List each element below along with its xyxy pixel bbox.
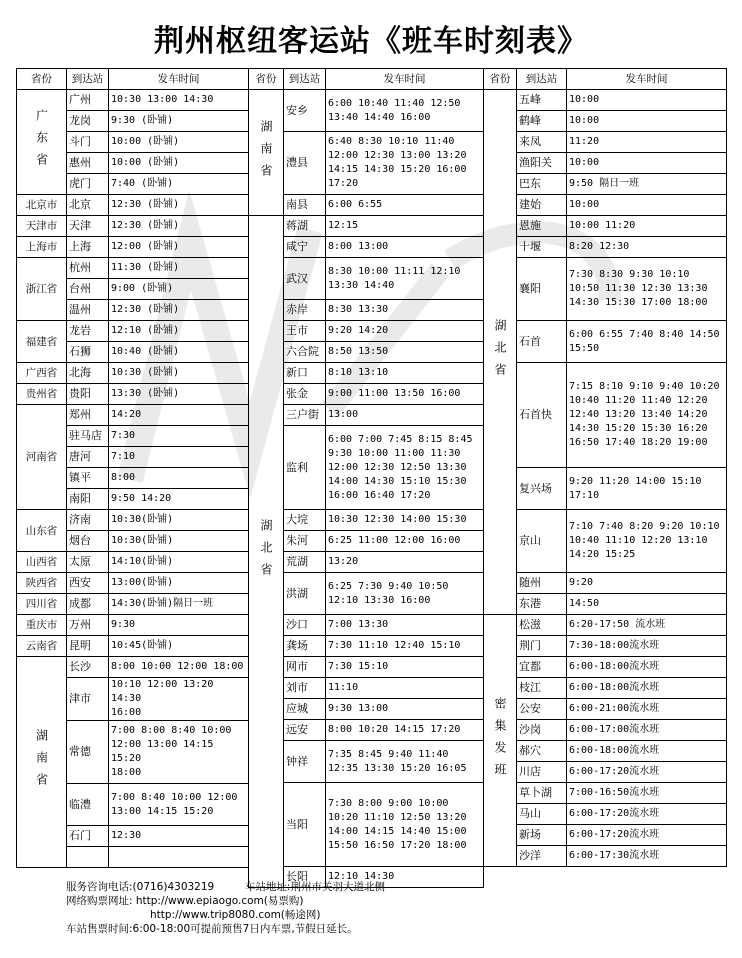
- province-cell: 四川省: [17, 594, 67, 615]
- destination-cell: 东港: [517, 594, 567, 615]
- destination-cell: 成都: [67, 594, 109, 615]
- province-cell: 福建省: [17, 321, 67, 363]
- destination-cell: 荒湖: [284, 552, 326, 573]
- departure-time-cell: 9:50 14:20: [109, 489, 249, 510]
- destination-cell: 龚场: [284, 636, 326, 657]
- table-row: [249, 720, 484, 741]
- departure-time-cell: 7:00 8:40 10:00 12:00 13:00 14:15 15:20: [109, 784, 249, 826]
- table-row: [249, 90, 484, 132]
- table-row: [484, 321, 727, 363]
- destination-cell: 马山: [517, 804, 567, 825]
- departure-time-cell: 10:00: [567, 90, 727, 111]
- province-cell: [17, 90, 67, 195]
- departure-time-cell: 8:20 12:30: [567, 237, 727, 258]
- departure-time-cell: 6:00-18:00流水班: [567, 741, 727, 762]
- destination-cell: 襄阳: [517, 258, 567, 321]
- destination-cell: 石狮: [67, 342, 109, 363]
- departure-time-cell: 10:00 (卧铺): [109, 153, 249, 174]
- province-label: 湖北省: [493, 319, 507, 385]
- departure-time-cell: 8:50 13:50: [326, 342, 484, 363]
- header-destination: 到达站: [284, 69, 326, 90]
- destination-cell: 龙岩: [67, 321, 109, 342]
- province-cell: [17, 657, 67, 868]
- table-row: [17, 615, 249, 636]
- departure-time-cell: 9:30 13:00: [326, 699, 484, 720]
- table-row: [484, 132, 727, 153]
- schedule-column-3: [483, 68, 727, 867]
- table-row: [249, 615, 484, 636]
- table-row: [484, 783, 727, 804]
- destination-cell: 北京: [67, 195, 109, 216]
- table-row: [249, 657, 484, 678]
- destination-cell: 大垸: [284, 510, 326, 531]
- destination-cell: 来凤: [517, 132, 567, 153]
- header-departure-time: 发车时间: [109, 69, 249, 90]
- destination-cell: 沙洋: [517, 846, 567, 867]
- table-row: [17, 552, 249, 573]
- destination-cell: 太原: [67, 552, 109, 573]
- departure-time-cell: 7:40 (卧铺): [109, 174, 249, 195]
- destination-cell: 北海: [67, 363, 109, 384]
- table-row: [484, 111, 727, 132]
- province-cell: 山西省: [17, 552, 67, 573]
- departure-time-cell: 9:50 隔日一班: [567, 174, 727, 195]
- departure-time-cell: 10:00: [567, 111, 727, 132]
- table-row: [249, 552, 484, 573]
- departure-time-cell: 12:10 14:30: [326, 867, 484, 888]
- province-label: 密集发班: [493, 696, 507, 785]
- table-row: [17, 510, 249, 531]
- table-row: [484, 363, 727, 468]
- table-row: [484, 510, 727, 573]
- destination-cell: 天津: [67, 216, 109, 237]
- departure-time-cell: 6:00-17:00流水班: [567, 720, 727, 741]
- destination-cell: [67, 847, 109, 868]
- header-departure-time: 发车时间: [326, 69, 484, 90]
- table-row: [249, 783, 484, 867]
- table-row: [249, 531, 484, 552]
- destination-cell: 鹤峰: [517, 111, 567, 132]
- province-cell: 山东省: [17, 510, 67, 552]
- departure-time-cell: 6:00 6:55 7:40 8:40 14:50 15:50: [567, 321, 727, 363]
- table-row: [484, 468, 727, 510]
- province-cell: 陕西省: [17, 573, 67, 594]
- destination-cell: 惠州: [67, 153, 109, 174]
- station-address: 车站地址:荆州市关羽大道北侧: [244, 881, 385, 893]
- departure-time-cell: 12:30 (卧铺): [109, 216, 249, 237]
- departure-time-cell: 8:00 13:00: [326, 237, 484, 258]
- departure-time-cell: 7:10: [109, 447, 249, 468]
- destination-cell: 常德: [67, 721, 109, 784]
- province-label: 湖北省: [259, 518, 273, 585]
- table-row: [484, 699, 727, 720]
- table-row: [484, 825, 727, 846]
- destination-cell: 杭州: [67, 258, 109, 279]
- departure-time-cell: 12:10 (卧铺): [109, 321, 249, 342]
- destination-cell: 建始: [517, 195, 567, 216]
- departure-time-cell: 13:00: [326, 405, 484, 426]
- header-destination: 到达站: [67, 69, 109, 90]
- table-row: [484, 594, 727, 615]
- header-row: [17, 69, 249, 90]
- destination-cell: 长沙: [67, 657, 109, 678]
- departure-time-cell: 12:15: [326, 216, 484, 237]
- province-cell: [249, 216, 284, 888]
- departure-time-cell: 8:30 10:00 11:11 12:10 13:30 14:40: [326, 258, 484, 300]
- destination-cell: 复兴场: [517, 468, 567, 510]
- departure-time-cell: 6:20-17:50 流水班: [567, 615, 727, 636]
- province-cell: 贵州省: [17, 384, 67, 405]
- destination-cell: 贵阳: [67, 384, 109, 405]
- departure-time-cell: 6:00-21:00流水班: [567, 699, 727, 720]
- departure-time-cell: 6:00-18:00流水班: [567, 678, 727, 699]
- page-title: 荆州枢纽客运站《班车时刻表》: [154, 24, 588, 59]
- table-row: [484, 741, 727, 762]
- destination-cell: 新场: [517, 825, 567, 846]
- destination-cell: 沙岗: [517, 720, 567, 741]
- destination-cell: 川店: [517, 762, 567, 783]
- table-row: [484, 195, 727, 216]
- table-row: [484, 762, 727, 783]
- table-row: [17, 657, 249, 678]
- destination-cell: 京山: [517, 510, 567, 573]
- departure-time-cell: 10:10 12:00 13:20 14:30 16:00: [109, 678, 249, 721]
- destination-cell: 安乡: [284, 90, 326, 132]
- departure-time-cell: 10:30(卧铺): [109, 531, 249, 552]
- table-row: [249, 384, 484, 405]
- footer-line-2: [16, 894, 726, 908]
- departure-time-cell: 11:10: [326, 678, 484, 699]
- departure-time-cell: 9:00 (卧铺): [109, 279, 249, 300]
- departure-time-cell: 6:00-17:30流水班: [567, 846, 727, 867]
- departure-time-cell: 7:30: [109, 426, 249, 447]
- destination-cell: 西安: [67, 573, 109, 594]
- departure-time-cell: 8:10 13:10: [326, 363, 484, 384]
- departure-time-cell: 10:00 11:20: [567, 216, 727, 237]
- header-destination: 到达站: [517, 69, 567, 90]
- table-row: [249, 405, 484, 426]
- departure-time-cell: 8:00: [109, 468, 249, 489]
- table-row: [249, 258, 484, 300]
- departure-time-cell: 7:30 8:00 9:00 10:00 10:20 11:10 12:50 13:20 14:00 14:15 14:40 15:00 15:50 16:50 17:20 18:00: [326, 783, 484, 867]
- destination-cell: 恩施: [517, 216, 567, 237]
- destination-cell: 巴东: [517, 174, 567, 195]
- departure-time-cell: [109, 847, 249, 868]
- departure-time-cell: 10:30 (卧铺): [109, 363, 249, 384]
- province-cell: 浙江省: [17, 258, 67, 321]
- departure-time-cell: 12:30 (卧铺): [109, 195, 249, 216]
- destination-cell: 斗门: [67, 132, 109, 153]
- table-row: [484, 174, 727, 195]
- departure-time-cell: 7:30-18:00流水班: [567, 636, 727, 657]
- departure-time-cell: 7:30 11:10 12:40 15:10: [326, 636, 484, 657]
- table-row: [249, 363, 484, 384]
- destination-cell: 钟祥: [284, 741, 326, 783]
- header-province: 省份: [484, 69, 517, 90]
- departure-time-cell: 7:30 15:10: [326, 657, 484, 678]
- departure-time-cell: 10:30 12:30 14:00 15:30: [326, 510, 484, 531]
- destination-cell: 王市: [284, 321, 326, 342]
- departure-time-cell: 6:00-17:20流水班: [567, 804, 727, 825]
- table-row: [17, 321, 249, 342]
- departure-time-cell: 9:20: [567, 573, 727, 594]
- destination-cell: 草卜湖: [517, 783, 567, 804]
- service-phone: 服务咨询电话:(0716)4303219: [66, 881, 215, 893]
- province-cell: [484, 615, 517, 867]
- destination-cell: 公安: [517, 699, 567, 720]
- departure-time-cell: 8:30 13:30: [326, 300, 484, 321]
- province-cell: 河南省: [17, 405, 67, 510]
- table-row: [17, 90, 249, 111]
- destination-cell: 石门: [67, 826, 109, 847]
- destination-cell: 松滋: [517, 615, 567, 636]
- province-cell: 上海市: [17, 237, 67, 258]
- departure-time-cell: 7:10 7:40 8:20 9:20 10:10 10:40 11:10 12:20 13:10 14:20 15:25: [567, 510, 727, 573]
- table-row: [484, 720, 727, 741]
- departure-time-cell: 13:20: [326, 552, 484, 573]
- departure-time-cell: 9:00 11:00 13:50 16:00: [326, 384, 484, 405]
- departure-time-cell: 11:30 (卧铺): [109, 258, 249, 279]
- destination-cell: 龙岗: [67, 111, 109, 132]
- table-row: [484, 657, 727, 678]
- table-row: [17, 216, 249, 237]
- departure-time-cell: 13:30 (卧铺): [109, 384, 249, 405]
- table-row: [484, 846, 727, 867]
- table-row: [249, 636, 484, 657]
- destination-cell: 宜都: [517, 657, 567, 678]
- departure-time-cell: 9:30 (卧铺): [109, 111, 249, 132]
- destination-cell: 随州: [517, 573, 567, 594]
- destination-cell: 临澧: [67, 784, 109, 826]
- web-ticket-url-1[interactable]: 网络购票网址: http://www.epiaogo.com(易票购): [66, 895, 304, 907]
- footer-line-3: [16, 908, 726, 922]
- destination-cell: 沙口: [284, 615, 326, 636]
- departure-time-cell: 6:00-18:00流水班: [567, 657, 727, 678]
- destination-cell: 镇平: [67, 468, 109, 489]
- table-row: [484, 258, 727, 321]
- table-row: [17, 363, 249, 384]
- departure-time-cell: 14:50: [567, 594, 727, 615]
- footer-line-4: [16, 922, 726, 936]
- departure-time-cell: 6:00 6:55: [326, 195, 484, 216]
- destination-cell: 虎门: [67, 174, 109, 195]
- destination-cell: 温州: [67, 300, 109, 321]
- header-row: [249, 69, 484, 90]
- province-cell: 广西省: [17, 363, 67, 384]
- departure-time-cell: 9:30: [109, 615, 249, 636]
- destination-cell: 驻马店: [67, 426, 109, 447]
- table-row: [249, 573, 484, 615]
- destination-cell: 烟台: [67, 531, 109, 552]
- departure-time-cell: 12:00 (卧铺): [109, 237, 249, 258]
- destination-cell: 南阳: [67, 489, 109, 510]
- destination-cell: 五峰: [517, 90, 567, 111]
- province-label: 湖南省: [259, 119, 273, 186]
- departure-time-cell: 10:00: [567, 195, 727, 216]
- destination-cell: 刘市: [284, 678, 326, 699]
- destination-cell: 广州: [67, 90, 109, 111]
- table-row: [17, 636, 249, 657]
- departure-time-cell: 6:00 10:40 11:40 12:50 13:40 14:40 16:00: [326, 90, 484, 132]
- destination-cell: 郑州: [67, 405, 109, 426]
- departure-time-cell: 11:20: [567, 132, 727, 153]
- table-row: [249, 195, 484, 216]
- destination-cell: 当阳: [284, 783, 326, 867]
- table-row: [249, 342, 484, 363]
- destination-cell: 武汉: [284, 258, 326, 300]
- departure-time-cell: 8:00 10:00 12:00 18:00: [109, 657, 249, 678]
- destination-cell: 澧县: [284, 132, 326, 195]
- table-row: [17, 195, 249, 216]
- destination-cell: 郝穴: [517, 741, 567, 762]
- destination-cell: 张金: [284, 384, 326, 405]
- destination-cell: 济南: [67, 510, 109, 531]
- departure-time-cell: 10:30 13:00 14:30: [109, 90, 249, 111]
- table-row: [484, 636, 727, 657]
- destination-cell: 万州: [67, 615, 109, 636]
- province-cell: [484, 90, 517, 615]
- province-cell: 北京市: [17, 195, 67, 216]
- destination-cell: 网市: [284, 657, 326, 678]
- departure-time-cell: 9:20 14:20: [326, 321, 484, 342]
- destination-cell: 石首快: [517, 363, 567, 468]
- table-row: [17, 573, 249, 594]
- web-ticket-url-2[interactable]: http://www.trip8080.com(畅途网): [150, 909, 321, 921]
- destination-cell: 长阳: [284, 867, 326, 888]
- departure-time-cell: 10:45(卧铺): [109, 636, 249, 657]
- table-row: [249, 132, 484, 195]
- table-row: [484, 90, 727, 111]
- departure-time-cell: 10:40 (卧铺): [109, 342, 249, 363]
- province-cell: [249, 90, 284, 216]
- departure-time-cell: 10:00 (卧铺): [109, 132, 249, 153]
- table-row: [484, 216, 727, 237]
- province-label: 广东省: [34, 109, 49, 175]
- departure-time-cell: 8:00 10:20 14:15 17:20: [326, 720, 484, 741]
- table-row: [249, 321, 484, 342]
- departure-time-cell: 6:00 7:00 7:45 8:15 8:45 9:30 10:00 11:00 11:30 12:00 12:30 12:50 13:30 14:00 14:30 15:10 15:30 16:00 16:40 17:20: [326, 426, 484, 510]
- header-row: [484, 69, 727, 90]
- destination-cell: 台州: [67, 279, 109, 300]
- table-row: [249, 300, 484, 321]
- destination-cell: 蒋湖: [284, 216, 326, 237]
- departure-time-cell: 7:35 8:45 9:40 11:40 12:35 13:30 15:20 16:05: [326, 741, 484, 783]
- destination-cell: 应城: [284, 699, 326, 720]
- departure-time-cell: 7:00 8:00 8:40 10:00 12:00 13:00 14:15 15:20 18:00: [109, 721, 249, 784]
- destination-cell: 荆门: [517, 636, 567, 657]
- destination-cell: 赤岸: [284, 300, 326, 321]
- destination-cell: 南县: [284, 195, 326, 216]
- table-row: [17, 237, 249, 258]
- header-province: 省份: [249, 69, 284, 90]
- departure-time-cell: 12:30 (卧铺): [109, 300, 249, 321]
- departure-time-cell: 7:15 8:10 9:10 9:40 10:20 10:40 11:20 11:40 12:20 12:40 13:20 13:40 14:20 14:30 15:20 15:30 16:20 16:50 17:40 18:20 19:00: [567, 363, 727, 468]
- departure-time-cell: 7:00 13:30: [326, 615, 484, 636]
- ticket-hours: 车站售票时间:6:00-18:00可提前预售7日内车票,节假日延长。: [66, 923, 358, 935]
- table-row: [17, 594, 249, 615]
- table-row: [17, 384, 249, 405]
- table-row: [249, 699, 484, 720]
- table-row: [484, 237, 727, 258]
- table-row: [249, 426, 484, 510]
- header-departure-time: 发车时间: [567, 69, 727, 90]
- departure-time-cell: 12:30: [109, 826, 249, 847]
- destination-cell: 十堰: [517, 237, 567, 258]
- table-row: [17, 405, 249, 426]
- destination-cell: 唐河: [67, 447, 109, 468]
- departure-time-cell: 14:20: [109, 405, 249, 426]
- departure-time-cell: 9:20 11:20 14:00 15:10 17:10: [567, 468, 727, 510]
- schedule-column-2: [248, 68, 484, 888]
- departure-time-cell: 10:30(卧铺): [109, 510, 249, 531]
- table-row: [249, 741, 484, 783]
- destination-cell: 朱河: [284, 531, 326, 552]
- departure-time-cell: 7:00-16:50流水班: [567, 783, 727, 804]
- destination-cell: 上海: [67, 237, 109, 258]
- province-cell: 天津市: [17, 216, 67, 237]
- departure-time-cell: 6:25 7:30 9:40 10:50 12:10 13:30 16:00: [326, 573, 484, 615]
- table-row: [249, 237, 484, 258]
- table-row: [484, 573, 727, 594]
- table-row: [249, 510, 484, 531]
- destination-cell: 三户街: [284, 405, 326, 426]
- departure-time-cell: 6:40 8:30 10:10 11:40 12:00 12:30 13:00 13:20 14:15 14:30 15:20 16:00 17:20: [326, 132, 484, 195]
- departure-time-cell: 10:00: [567, 153, 727, 174]
- destination-cell: 洪湖: [284, 573, 326, 615]
- province-label: 湖南省: [34, 729, 49, 795]
- departure-time-cell: 14:10(卧铺): [109, 552, 249, 573]
- table-row: [249, 678, 484, 699]
- footer-line-1: [16, 880, 726, 894]
- table-row: [249, 216, 484, 237]
- departure-time-cell: 6:00-17:20流水班: [567, 825, 727, 846]
- footer: [16, 880, 726, 942]
- destination-cell: 渔阳关: [517, 153, 567, 174]
- departure-time-cell: 6:00-17:20流水班: [567, 762, 727, 783]
- destination-cell: 六合院: [284, 342, 326, 363]
- table-row: [484, 615, 727, 636]
- destination-cell: 枝江: [517, 678, 567, 699]
- departure-time-cell: 13:00(卧铺): [109, 573, 249, 594]
- table-row: [484, 678, 727, 699]
- table-row: [484, 804, 727, 825]
- province-cell: 云南省: [17, 636, 67, 657]
- province-cell: 重庆市: [17, 615, 67, 636]
- schedule-column-1: [16, 68, 249, 868]
- destination-cell: 咸宁: [284, 237, 326, 258]
- destination-cell: 新口: [284, 363, 326, 384]
- destination-cell: 津市: [67, 678, 109, 721]
- departure-time-cell: 14:30(卧铺)隔日一班: [109, 594, 249, 615]
- header-province: 省份: [17, 69, 67, 90]
- table-row: [484, 153, 727, 174]
- destination-cell: 远安: [284, 720, 326, 741]
- destination-cell: 石首: [517, 321, 567, 363]
- table-row: [17, 258, 249, 279]
- departure-time-cell: 6:25 11:00 12:00 16:00: [326, 531, 484, 552]
- destination-cell: 昆明: [67, 636, 109, 657]
- departure-time-cell: 7:30 8:30 9:30 10:10 10:50 11:30 12:30 13:30 14:30 15:30 17:00 18:00: [567, 258, 727, 321]
- destination-cell: 监利: [284, 426, 326, 510]
